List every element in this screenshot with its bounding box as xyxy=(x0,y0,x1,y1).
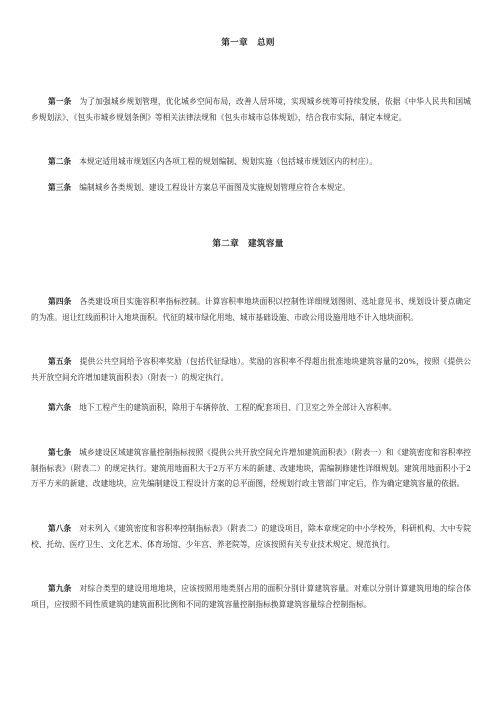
article-6 xyxy=(31,400,471,416)
article-1-text: 为了加强城乡规划管理，优化城乡空间布局，改善人居环境，实现城乡统筹可持续发展，依据《中华人民共和国城乡规划法》、《包头市城乡规划条例》等相关法律法规和《包头市城市总体规划》，结合我市实际，制定本规定。 xyxy=(31,97,471,122)
article-6-text: 地下工程产生的建筑面积，除用于车辆停放、工程的配套项目、门卫室之外全部计入容积率。 xyxy=(79,403,397,412)
article-7-text: 城乡建设区域建筑容量控制指标按照《提供公共开放空间允许增加建筑面积表》（附表一）和《建筑密度和容积率控制指标表》（附表二）的规定执行。建筑用地面积大于2万平方米的新建、改建地块，需编制修建性详细规划。建筑用地面积小于2万平方米的新建、改建地块，应先编制建设工程设计方案的总平面图，经规划行政主管部门审定后，作为确定建筑容量的依据。 xyxy=(31,448,471,489)
article-5 xyxy=(31,354,471,385)
article-2-text: 本规定适用城市规划区内各项工程的规划编制、规划实施（包括城市规划区内的村庄）。 xyxy=(79,157,378,166)
chapter-2-title: 建筑容量 xyxy=(248,239,284,249)
article-6-number: 第六条 xyxy=(48,403,72,412)
article-8-number: 第八条 xyxy=(48,524,72,533)
article-3-number: 第三条 xyxy=(48,183,72,192)
article-7 xyxy=(31,445,471,492)
article-9-number: 第九条 xyxy=(48,584,72,593)
article-1 xyxy=(31,94,471,125)
article-4-text: 各类建设项目实施容积率指标控制。计算容积率地块面积以控制性详细规划图则、选址意见书、规划设计要点确定的为准。退让红线面积计入地块面积。代征的城市绿化用地、城市基础设施、市政公用设施用地不计入地块面积。 xyxy=(31,297,471,322)
article-5-number: 第五条 xyxy=(48,357,72,366)
chapter-2-number: 第二章 xyxy=(212,239,240,249)
article-9-text: 对综合类型的建设用地地块，应该按照用地类别占用的面积分别计算建筑容量。对难以分别计算建筑用地的综合体项目，应按照不同性质建筑的建筑面积比例和不同的建筑容量控制指标换算建筑容量综合控制指标。 xyxy=(31,584,471,609)
chapter-1-title: 总则 xyxy=(256,38,275,48)
chapter-1-number: 第一章 xyxy=(221,38,248,48)
article-1-number: 第一条 xyxy=(48,97,72,106)
article-8 xyxy=(31,521,471,552)
chapter-2-heading xyxy=(0,237,496,249)
article-4 xyxy=(31,294,471,325)
article-9 xyxy=(31,581,471,612)
article-2 xyxy=(31,154,471,170)
article-8-text: 对未列入《建筑密度和容积率控制指标表》（附表二）的建设项目，除本章规定的中小学校外，科研机构、大中专院校、托幼、医疗卫生、文化艺术、体育场馆、少年宫、养老院等，应该按照有关专业技术规定、规范执行。 xyxy=(31,524,471,549)
article-2-number: 第二条 xyxy=(48,157,72,166)
article-5-text: 提供公共空间给予容积率奖励（包括代征绿地）。奖励的容积率不得超出批准地块建筑容量的20%，按照《提供公共开放空间允许增加建筑面积表》（附表一）的规定执行。 xyxy=(31,357,471,382)
chapter-1-heading xyxy=(0,36,496,48)
article-3 xyxy=(31,180,471,196)
article-7-number: 第七条 xyxy=(48,448,72,457)
article-3-text: 编制城乡各类规划、建设工程设计方案总平面图及实施规划管理应符合本规定。 xyxy=(79,183,351,192)
article-4-number: 第四条 xyxy=(48,297,72,306)
